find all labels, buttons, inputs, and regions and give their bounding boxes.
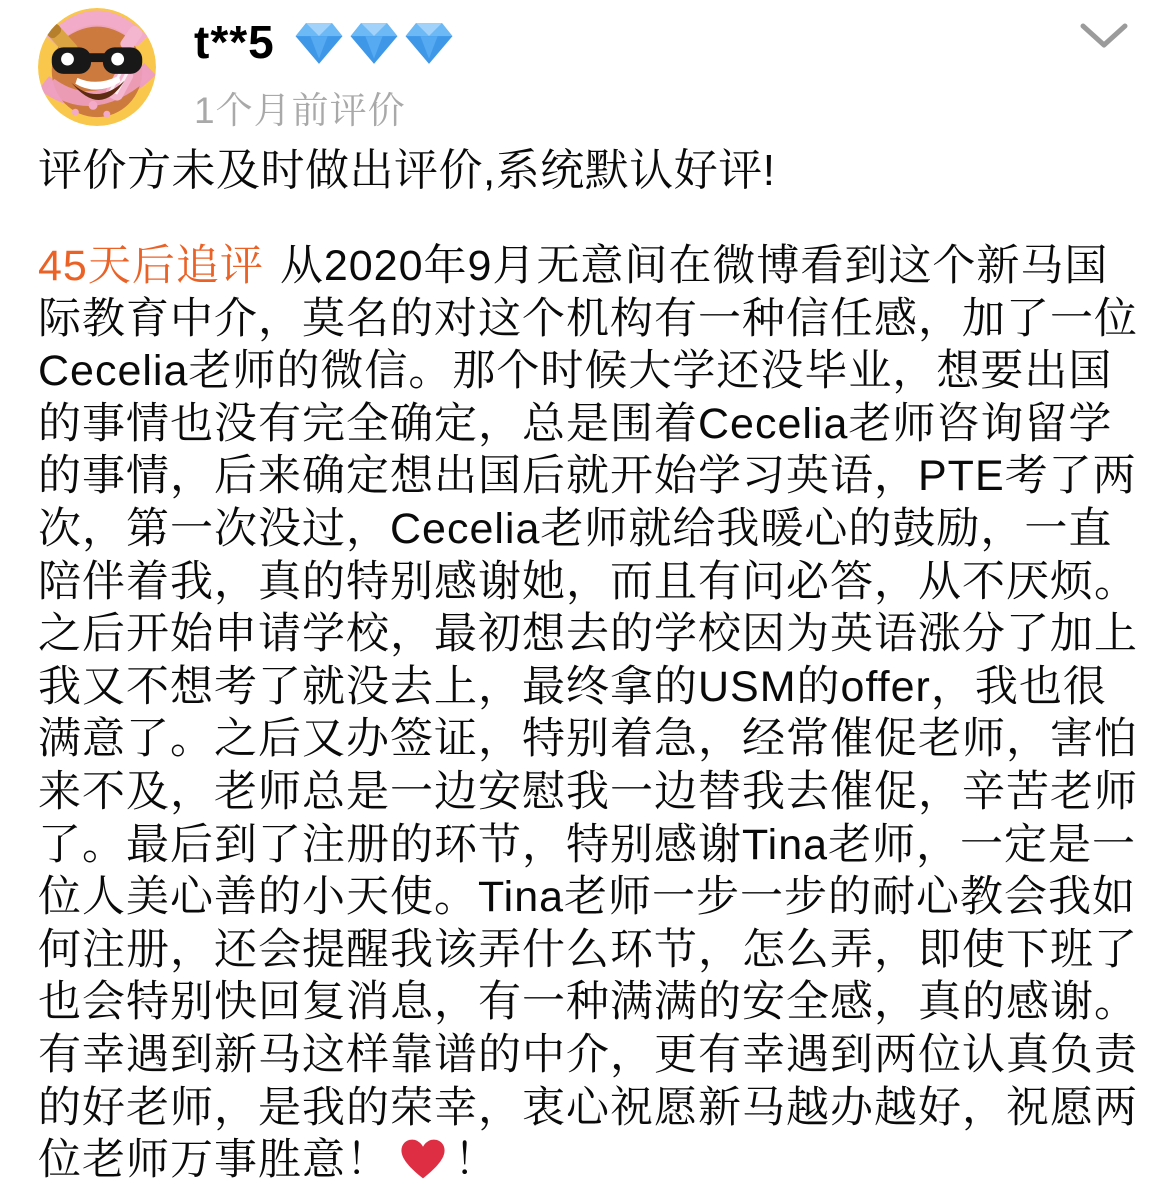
review-line: 何注册，还会提醒我该弄什么环节，怎么弄，即使下班了	[38, 925, 1138, 974]
review-line: 陪伴着我，真的特别感谢她，而且有问必答，从不厌烦。	[38, 557, 1138, 606]
review-line: 之后开始申请学校，最初想去的学校因为英语涨分了加上	[38, 610, 1138, 659]
review-line: 了。最后到了注册的环节，特别感谢Tina老师，一定是一	[38, 820, 1137, 869]
review-line: 满意了。之后又办签证，特别着急，经常催促老师，害怕	[38, 715, 1138, 764]
heart-icon	[400, 1138, 446, 1180]
review-line: 的事情也没有完全确定，总是围着Cecelia老师咨询留学	[38, 399, 1113, 448]
rating-diamonds	[293, 20, 455, 66]
review-timestamp: 1个月前评价	[194, 90, 406, 131]
diamond-icon	[348, 20, 400, 66]
review-header	[38, 0, 1132, 134]
chevron-down-icon[interactable]	[1080, 22, 1128, 50]
review-line: 位人美心善的小天使。Tina老师一步一步的耐心教会我如	[38, 873, 1137, 922]
header-text-block	[194, 8, 1132, 134]
default-comment: 评价方未及时做出评价,系统默认好评!	[38, 146, 776, 195]
review-line: 际教育中介，莫名的对这个机构有一种信任感，加了一位	[38, 294, 1138, 343]
review-line: 有幸遇到新马这样靠谱的中介，更有幸遇到两位认真负责	[38, 1030, 1138, 1079]
review-line: 我又不想考了就没去上，最终拿的USM的offer，我也很	[38, 662, 1107, 711]
review-line: 也会特别快回复消息，有一种满满的安全感，真的感谢。	[38, 978, 1138, 1027]
diamond-icon	[403, 20, 455, 66]
avatar-image	[38, 8, 156, 126]
review-line: 45天后追评 从2020年9月无意间在微博看到这个新马国	[38, 242, 1109, 290]
username: t**5	[194, 16, 275, 68]
review-line: Cecelia老师的微信。那个时候大学还没毕业，想要出国	[38, 347, 1113, 396]
review-line: 的好老师，是我的荣幸，衷心祝愿新马越办越好，祝愿两	[38, 1083, 1138, 1132]
review-line: 来不及，老师总是一边安慰我一边替我去催促，辛苦老师	[38, 767, 1138, 816]
diamond-icon	[293, 20, 345, 66]
followup-badge: 45天后追评	[38, 242, 264, 290]
name-row	[194, 18, 1132, 66]
review-line: 次，第一次没过，Cecelia老师就给我暖心的鼓励，一直	[38, 504, 1113, 553]
followup-text	[38, 240, 1138, 1187]
review-line: 位老师万事胜意！ ！	[38, 1136, 498, 1185]
avatar[interactable]	[38, 8, 156, 126]
review-line: 的事情，后来确定想出国后就开始学习英语，PTE考了两	[38, 452, 1137, 501]
